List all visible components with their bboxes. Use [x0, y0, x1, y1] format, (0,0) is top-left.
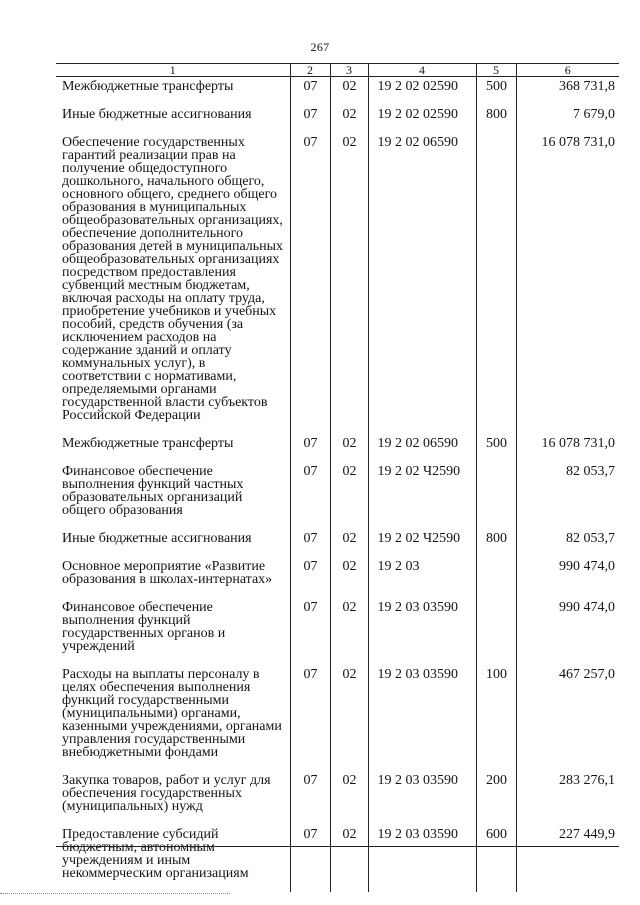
cell-name: Межбюджетные трансферты [62, 79, 234, 94]
cell-type [476, 462, 516, 529]
cell-section: 07 [290, 529, 330, 557]
cell-amount: 227 449,9 [516, 825, 619, 892]
cell-target: 19 2 03 [368, 557, 476, 598]
table-row [56, 462, 619, 529]
cell-amount: 82 053,7 [516, 529, 619, 557]
cell-target: 19 2 03 03590 [368, 825, 476, 892]
table-row [56, 825, 619, 892]
cell-subsection: 02 [330, 434, 368, 462]
cell-name: Финансовое обеспечение выполнения функций частных образовательных организаций общего образования [62, 464, 244, 518]
cell-subsection: 02 [330, 665, 368, 771]
cell-section: 07 [290, 105, 330, 133]
table-row [56, 771, 619, 825]
table-row [56, 557, 619, 598]
cell-section: 07 [290, 665, 330, 771]
cell-amount: 283 276,1 [516, 771, 619, 825]
cell-type: 800 [476, 105, 516, 133]
cell-subsection: 02 [330, 133, 368, 434]
table-row [56, 434, 619, 462]
cell-section: 07 [290, 133, 330, 434]
cell-name: Основное мероприятие «Развитие образования в школах-интернатах» [62, 559, 273, 587]
table-row [56, 133, 619, 434]
cell-subsection: 02 [330, 598, 368, 665]
cell-target: 19 2 03 03590 [368, 665, 476, 771]
cell-target: 19 2 02 06590 [368, 133, 476, 434]
table-row [56, 105, 619, 133]
cell-subsection: 02 [330, 557, 368, 598]
table-row [56, 529, 619, 557]
column-header-amount: 6 [516, 64, 619, 77]
cell-type [476, 133, 516, 434]
cell-target: 19 2 02 02590 [368, 105, 476, 133]
scan-edge-line [0, 893, 230, 894]
cell-amount: 7 679,0 [516, 105, 619, 133]
cell-type: 500 [476, 434, 516, 462]
cell-type: 800 [476, 529, 516, 557]
header-row [56, 64, 619, 77]
cell-name: Межбюджетные трансферты [62, 436, 234, 451]
column-header-type: 5 [476, 64, 516, 77]
cell-section: 07 [290, 557, 330, 598]
budget-table [56, 63, 619, 892]
cell-type: 600 [476, 825, 516, 892]
cell-section: 07 [290, 462, 330, 529]
table-row [56, 665, 619, 771]
cell-section: 07 [290, 771, 330, 825]
cell-amount: 368 731,8 [516, 77, 619, 106]
cell-type: 500 [476, 77, 516, 106]
cell-section: 07 [290, 77, 330, 106]
table-row [56, 598, 619, 665]
cell-name: Предоставление субсидий бюджетным, автономным учреждениям и иным некоммерческим организациям [62, 827, 249, 881]
cell-type [476, 598, 516, 665]
cell-type: 100 [476, 665, 516, 771]
cell-target: 19 2 03 03590 [368, 771, 476, 825]
cell-target: 19 2 02 Ч2590 [368, 462, 476, 529]
cell-name: Закупка товаров, работ и услуг для обеспечения государственных (муниципальных) нужд [62, 773, 271, 814]
cell-amount: 16 078 731,0 [516, 133, 619, 434]
cell-amount: 467 257,0 [516, 665, 619, 771]
cell-target: 19 2 02 02590 [368, 77, 476, 106]
cell-subsection: 02 [330, 825, 368, 892]
table-header [56, 64, 619, 77]
column-header-subsection: 3 [330, 64, 368, 77]
cell-amount: 82 053,7 [516, 462, 619, 529]
table-row [56, 77, 619, 106]
cell-name: Финансовое обеспечение выполнения функций государственных органов и учреждений [62, 600, 226, 654]
column-header-name: 1 [56, 64, 290, 77]
cell-target: 19 2 02 Ч2590 [368, 529, 476, 557]
cell-target: 19 2 03 03590 [368, 598, 476, 665]
page-number: 267 [310, 40, 330, 54]
cell-amount: 16 078 731,0 [516, 434, 619, 462]
cell-subsection: 02 [330, 77, 368, 106]
table-body [56, 77, 619, 893]
cell-amount: 990 474,0 [516, 598, 619, 665]
table-bottom-rule [56, 846, 619, 847]
cell-name: Иные бюджетные ассигнования [62, 531, 252, 546]
cell-subsection: 02 [330, 462, 368, 529]
cell-name: Расходы на выплаты персоналу в целях обеспечения выполнения функций государственными (муниципальными) органами, казенными учреждениями, органами управления государственными внебюджетными фондами [62, 667, 282, 760]
cell-name: Обеспечение государственных гарантий реализации прав на получение общедоступного дошкольного, начального общего, основного общего, среднего общего образования в муниципальных общеобразовательных организациях, обеспечение дополнительного образования детей в муниципальных общеобразовательных организациях посредством предоставления субвенций местным бюджетам, включая расходы на оплату труда, приобретение учебников и учебных пособий, средств обучения (за исключением расходов на содержание зданий и оплату коммунальных услуг), в соответствии с нормативами, определяемыми органами государственной власти субъектов Российской Федерации [62, 135, 284, 423]
column-header-section: 2 [290, 64, 330, 77]
cell-subsection: 02 [330, 105, 368, 133]
cell-amount: 990 474,0 [516, 557, 619, 598]
cell-target: 19 2 02 06590 [368, 434, 476, 462]
cell-type: 200 [476, 771, 516, 825]
cell-subsection: 02 [330, 771, 368, 825]
cell-section: 07 [290, 434, 330, 462]
cell-subsection: 02 [330, 529, 368, 557]
cell-type [476, 557, 516, 598]
cell-section: 07 [290, 825, 330, 892]
cell-section: 07 [290, 598, 330, 665]
column-header-target: 4 [368, 64, 476, 77]
cell-name: Иные бюджетные ассигнования [62, 107, 252, 122]
